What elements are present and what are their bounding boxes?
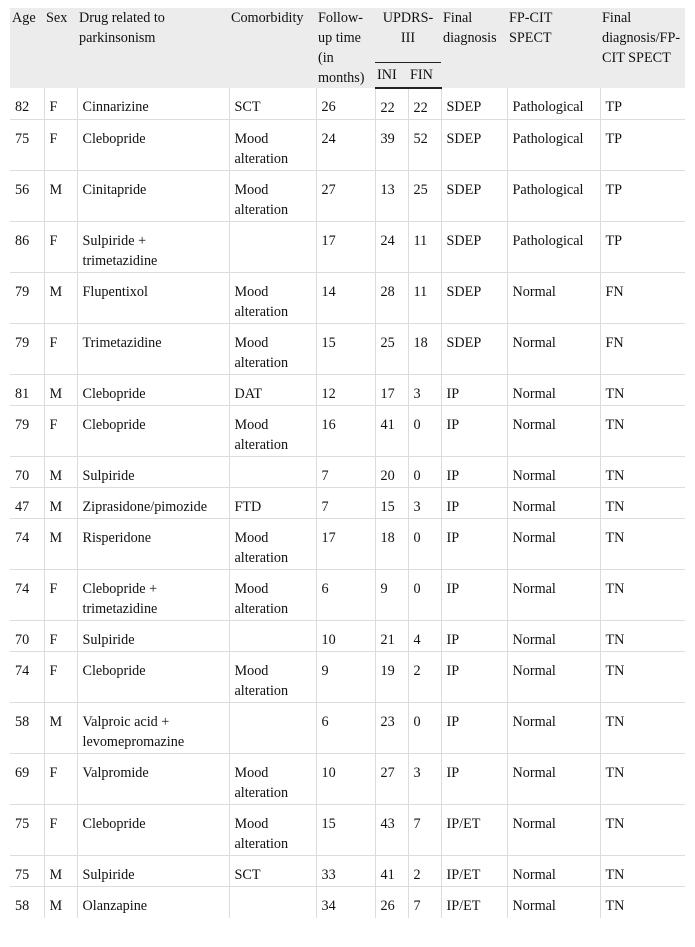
drug-cell: Cinnarizine <box>77 88 229 120</box>
followup-cell: 7 <box>316 457 375 488</box>
table-row <box>10 406 685 457</box>
followup-cell: 9 <box>316 652 375 703</box>
final-spect-cell: TP <box>600 88 685 120</box>
header-spect: FP-CIT SPECT <box>507 8 600 88</box>
spect-cell: Normal <box>507 570 600 621</box>
age-cell: 86 <box>10 222 44 273</box>
followup-cell: 16 <box>316 406 375 457</box>
updrs-fin-cell: 52 <box>408 120 441 171</box>
spect-cell: Normal <box>507 406 600 457</box>
table-row <box>10 754 685 805</box>
comorbidity-cell <box>229 457 316 488</box>
sex-cell: M <box>44 375 77 406</box>
final-spect-cell: TN <box>600 457 685 488</box>
age-cell: 79 <box>10 273 44 324</box>
table-row <box>10 703 685 754</box>
age-cell: 74 <box>10 652 44 703</box>
comorbidity-cell: Mood alteration <box>229 273 316 324</box>
age-cell: 82 <box>10 88 44 120</box>
drug-cell: Clebopride <box>77 375 229 406</box>
header-followup: Follow-up time (in months) <box>316 8 375 88</box>
spect-cell: Normal <box>507 273 600 324</box>
comorbidity-cell: Mood alteration <box>229 754 316 805</box>
final-spect-cell: FN <box>600 324 685 375</box>
updrs-fin-cell: 22 <box>408 88 441 120</box>
updrs-ini-cell: 15 <box>375 488 408 519</box>
updrs-ini-cell: 22 <box>375 88 408 120</box>
spect-cell: Normal <box>507 887 600 918</box>
final-diagnosis-cell: IP <box>441 375 507 406</box>
updrs-fin-cell: 18 <box>408 324 441 375</box>
comorbidity-cell: SCT <box>229 856 316 887</box>
comorbidity-cell: Mood alteration <box>229 171 316 222</box>
updrs-ini-cell: 23 <box>375 703 408 754</box>
updrs-fin-cell: 7 <box>408 805 441 856</box>
age-cell: 58 <box>10 703 44 754</box>
followup-cell: 10 <box>316 754 375 805</box>
updrs-ini-cell: 13 <box>375 171 408 222</box>
followup-cell: 14 <box>316 273 375 324</box>
spect-cell: Normal <box>507 519 600 570</box>
updrs-fin-cell: 3 <box>408 488 441 519</box>
age-cell: 56 <box>10 171 44 222</box>
drug-cell: Risperidone <box>77 519 229 570</box>
followup-cell: 15 <box>316 805 375 856</box>
followup-cell: 6 <box>316 570 375 621</box>
final-diagnosis-cell: IP <box>441 457 507 488</box>
comorbidity-cell <box>229 703 316 754</box>
final-spect-cell: TP <box>600 171 685 222</box>
updrs-fin-cell: 2 <box>408 856 441 887</box>
spect-cell: Normal <box>507 621 600 652</box>
table-row <box>10 273 685 324</box>
comorbidity-cell: Mood alteration <box>229 120 316 171</box>
comorbidity-cell: SCT <box>229 88 316 120</box>
final-diagnosis-cell: IP <box>441 488 507 519</box>
comorbidity-cell: FTD <box>229 488 316 519</box>
sex-cell: F <box>44 324 77 375</box>
table-row <box>10 120 685 171</box>
followup-cell: 27 <box>316 171 375 222</box>
updrs-ini-cell: 26 <box>375 887 408 918</box>
header-age: Age <box>10 8 44 88</box>
table-row <box>10 519 685 570</box>
spect-cell: Normal <box>507 652 600 703</box>
updrs-ini-cell: 27 <box>375 754 408 805</box>
comorbidity-cell <box>229 887 316 918</box>
comorbidity-cell: Mood alteration <box>229 406 316 457</box>
table-header <box>10 8 685 88</box>
age-cell: 81 <box>10 375 44 406</box>
sex-cell: F <box>44 120 77 171</box>
final-spect-cell: TN <box>600 375 685 406</box>
final-diagnosis-cell: IP <box>441 519 507 570</box>
comorbidity-cell: Mood alteration <box>229 652 316 703</box>
comorbidity-cell <box>229 222 316 273</box>
final-diagnosis-cell: IP <box>441 406 507 457</box>
followup-cell: 17 <box>316 519 375 570</box>
updrs-fin-cell: 3 <box>408 754 441 805</box>
comorbidity-cell <box>229 621 316 652</box>
table-row <box>10 375 685 406</box>
age-cell: 58 <box>15 898 30 914</box>
final-spect-cell: TN <box>600 570 685 621</box>
followup-cell: 33 <box>316 856 375 887</box>
final-diagnosis-cell: IP <box>441 754 507 805</box>
followup-cell: 7 <box>316 488 375 519</box>
final-spect-cell: TP <box>600 120 685 171</box>
header-updrs: UPDRS-III <box>375 8 441 63</box>
drug-cell: Clebopride <box>77 120 229 171</box>
final-spect-cell: TN <box>600 488 685 519</box>
comorbidity-cell: DAT <box>229 375 316 406</box>
sex-cell: M <box>44 887 77 918</box>
final-diagnosis-cell: IP <box>441 621 507 652</box>
age-cell: 69 <box>10 754 44 805</box>
sex-cell: M <box>44 457 77 488</box>
spect-cell: Normal <box>507 703 600 754</box>
updrs-ini-cell: 9 <box>375 570 408 621</box>
updrs-fin-cell: 11 <box>408 222 441 273</box>
drug-cell: Clebopride <box>77 406 229 457</box>
followup-cell: 15 <box>316 324 375 375</box>
patients-table <box>10 8 685 918</box>
spect-cell: Pathological <box>507 88 600 120</box>
updrs-ini-cell: 28 <box>375 273 408 324</box>
final-spect-cell: TN <box>600 703 685 754</box>
updrs-ini-cell: 18 <box>375 519 408 570</box>
final-spect-cell: TP <box>600 222 685 273</box>
updrs-ini-cell: 17 <box>375 375 408 406</box>
comorbidity-cell: Mood alteration <box>229 570 316 621</box>
final-diagnosis-cell: IP/ET <box>441 887 507 918</box>
drug-cell: Olanzapine <box>77 887 229 918</box>
updrs-fin-cell: 11 <box>408 273 441 324</box>
sex-cell: M <box>44 273 77 324</box>
age-cell: 47 <box>10 488 44 519</box>
drug-cell: Sulpiride <box>77 856 229 887</box>
updrs-ini-cell: 24 <box>375 222 408 273</box>
table-row <box>10 887 685 918</box>
table-row <box>10 457 685 488</box>
header-sex: Sex <box>44 8 77 88</box>
sex-cell: F <box>44 754 77 805</box>
drug-cell: Cinitapride <box>77 171 229 222</box>
comorbidity-cell: Mood alteration <box>229 519 316 570</box>
final-diagnosis-cell: SDEP <box>441 120 507 171</box>
updrs-fin-cell: 0 <box>408 519 441 570</box>
table-body <box>10 88 685 918</box>
drug-cell: Sulpiride <box>77 457 229 488</box>
final-spect-cell: TN <box>600 856 685 887</box>
sex-cell: F <box>44 88 77 120</box>
final-spect-cell: TN <box>600 887 685 918</box>
age-cell: 79 <box>10 406 44 457</box>
updrs-ini-cell: 39 <box>375 120 408 171</box>
table-row <box>10 570 685 621</box>
sex-cell: M <box>44 519 77 570</box>
drug-cell: Clebopride <box>77 652 229 703</box>
spect-cell: Normal <box>507 754 600 805</box>
drug-cell: Valproic acid + levomepromazine <box>77 703 229 754</box>
header-drug: Drug related to parkinsonism <box>77 8 229 88</box>
table-row <box>10 88 685 120</box>
age-cell: 75 <box>10 120 44 171</box>
final-spect-cell: TN <box>600 519 685 570</box>
updrs-fin-cell: 2 <box>408 652 441 703</box>
table-row <box>10 856 685 887</box>
sex-cell: M <box>44 703 77 754</box>
final-spect-cell: TN <box>600 805 685 856</box>
final-diagnosis-cell: SDEP <box>441 273 507 324</box>
drug-cell: Trimetazidine <box>77 324 229 375</box>
drug-cell: Flupentixol <box>77 273 229 324</box>
final-spect-cell: TN <box>600 621 685 652</box>
table-row <box>10 324 685 375</box>
followup-cell: 12 <box>316 375 375 406</box>
followup-cell: 24 <box>316 120 375 171</box>
comorbidity-cell: Mood alteration <box>229 805 316 856</box>
updrs-fin-cell: 0 <box>408 570 441 621</box>
followup-cell: 17 <box>316 222 375 273</box>
header-final-diagnosis: Final diagnosis <box>441 8 507 88</box>
final-spect-cell: TN <box>600 754 685 805</box>
final-diagnosis-cell: IP <box>441 703 507 754</box>
age-cell: 75 <box>10 856 44 887</box>
updrs-ini-cell: 21 <box>375 621 408 652</box>
spect-cell: Pathological <box>507 222 600 273</box>
spect-cell: Pathological <box>507 120 600 171</box>
spect-cell: Normal <box>507 375 600 406</box>
header-final-spect: Final diagnosis/FP-CIT SPECT <box>600 8 685 88</box>
drug-cell: Clebopride + trimetazidine <box>77 570 229 621</box>
drug-cell: Ziprasidone/pimozide <box>77 488 229 519</box>
drug-cell: Clebopride <box>77 805 229 856</box>
final-diagnosis-cell: SDEP <box>441 222 507 273</box>
spect-cell: Normal <box>507 324 600 375</box>
updrs-fin-cell: 3 <box>408 375 441 406</box>
final-diagnosis-cell: SDEP <box>441 171 507 222</box>
age-cell: 70 <box>10 457 44 488</box>
updrs-fin-cell: 0 <box>408 457 441 488</box>
updrs-ini-cell: 43 <box>375 805 408 856</box>
updrs-ini-cell: 20 <box>375 457 408 488</box>
header-fin: FIN <box>408 63 441 89</box>
comorbidity-cell: Mood alteration <box>229 324 316 375</box>
table-row <box>10 621 685 652</box>
table-row <box>10 171 685 222</box>
followup-cell: 10 <box>316 621 375 652</box>
header-comorbidity: Comorbidity <box>229 8 316 88</box>
final-diagnosis-cell: SDEP <box>441 324 507 375</box>
sex-cell: M <box>44 171 77 222</box>
final-spect-cell: TN <box>600 406 685 457</box>
header-ini: INI <box>375 63 408 89</box>
table-row <box>10 805 685 856</box>
age-cell: 75 <box>10 805 44 856</box>
followup-cell: 6 <box>316 703 375 754</box>
spect-cell: Normal <box>507 488 600 519</box>
updrs-ini-cell: 41 <box>375 856 408 887</box>
final-spect-cell: FN <box>600 273 685 324</box>
final-diagnosis-cell: SDEP <box>441 88 507 120</box>
updrs-fin-cell: 4 <box>408 621 441 652</box>
updrs-fin-cell: 0 <box>408 406 441 457</box>
sex-cell: F <box>44 652 77 703</box>
sex-cell: F <box>44 621 77 652</box>
updrs-ini-cell: 25 <box>375 324 408 375</box>
followup-cell: 26 <box>316 88 375 120</box>
updrs-fin-cell: 7 <box>408 887 441 918</box>
updrs-ini-cell: 41 <box>375 406 408 457</box>
final-diagnosis-cell: IP <box>441 570 507 621</box>
age-cell: 79 <box>10 324 44 375</box>
sex-cell: M <box>44 488 77 519</box>
age-cell: 70 <box>10 621 44 652</box>
table-row <box>10 488 685 519</box>
table-row <box>10 222 685 273</box>
age-cell: 74 <box>10 570 44 621</box>
drug-cell: Sulpiride <box>77 621 229 652</box>
final-spect-cell: TN <box>600 652 685 703</box>
final-diagnosis-cell: IP/ET <box>441 856 507 887</box>
sex-cell: F <box>44 805 77 856</box>
spect-cell: Normal <box>507 457 600 488</box>
sex-cell: F <box>44 406 77 457</box>
table-row <box>10 652 685 703</box>
drug-cell: Valpromide <box>77 754 229 805</box>
updrs-ini-cell: 19 <box>375 652 408 703</box>
spect-cell: Normal <box>507 805 600 856</box>
spect-cell: Pathological <box>507 171 600 222</box>
spect-cell: Normal <box>507 856 600 887</box>
updrs-fin-cell: 25 <box>408 171 441 222</box>
drug-cell: Sulpiride + trimetazidine <box>77 222 229 273</box>
sex-cell: F <box>44 222 77 273</box>
age-cell: 74 <box>10 519 44 570</box>
final-diagnosis-cell: IP <box>441 652 507 703</box>
sex-cell: F <box>44 570 77 621</box>
final-diagnosis-cell: IP/ET <box>441 805 507 856</box>
updrs-fin-cell: 0 <box>408 703 441 754</box>
sex-cell: M <box>44 856 77 887</box>
followup-cell: 34 <box>316 887 375 918</box>
